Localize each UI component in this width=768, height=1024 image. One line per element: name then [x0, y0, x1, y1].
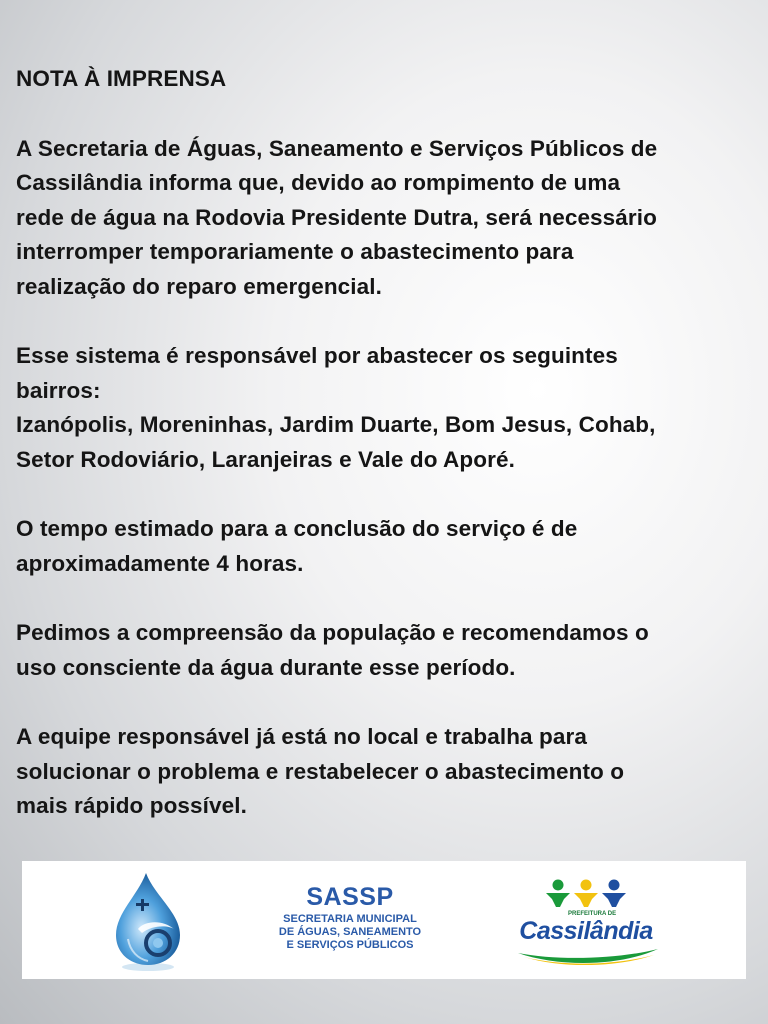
- text-line: Izanópolis, Moreninhas, Jardim Duarte, Bom Jesus, Cohab,: [16, 412, 656, 437]
- city-name: Cassilândia: [519, 917, 653, 945]
- text-line: Cassilândia informa que, devido ao rompimento de uma: [16, 170, 621, 195]
- text-line: interromper temporariamente o abastecimento para: [16, 239, 574, 264]
- text-line: uso consciente da água durante esse período.: [16, 654, 516, 680]
- text-line: A equipe responsável já está no local e trabalha para: [16, 724, 587, 749]
- prefeitura-cassilandia-logo: [498, 877, 674, 969]
- text-line: Pedimos a compreensão da população e recomendamos o: [16, 620, 649, 645]
- text-line: solucionar o problema e restabelecer o abastecimento o: [16, 758, 625, 784]
- paragraph-team: [16, 720, 752, 824]
- text-line: Setor Rodoviário, Laranjeiras e Vale do Aporé.: [16, 446, 515, 472]
- paragraph-recommendation: [16, 616, 752, 685]
- paragraph-estimated-time: [16, 512, 752, 581]
- sassp-title: SASSP: [306, 883, 394, 911]
- logo-footer: [22, 861, 746, 979]
- sassp-subtitle-line: SECRETARIA MUNICIPAL: [283, 913, 417, 925]
- paragraph-neighborhoods: [16, 339, 752, 477]
- sassp-subtitle-line: E SERVIÇOS PÚBLICOS: [286, 939, 414, 951]
- text-line: aproximadamente 4 horas.: [16, 550, 304, 576]
- sassp-subtitle: [270, 913, 430, 952]
- text-line: rede de água na Rodovia Presidente Dutra, será necessário: [16, 204, 657, 230]
- water-drop-logo-icon: [108, 869, 188, 973]
- press-note: [16, 62, 752, 859]
- sassp-logo: [270, 883, 430, 952]
- text-line: realização do reparo emergencial.: [16, 273, 382, 299]
- prefeitura-prefix: PREFEITURA DE: [568, 911, 617, 917]
- text-line: bairros:: [16, 377, 101, 403]
- note-title: NOTA À IMPRENSA: [16, 66, 227, 91]
- text-line: mais rápido possível.: [16, 793, 247, 818]
- text-line: A Secretaria de Águas, Saneamento e Serviços Públicos de: [16, 135, 658, 161]
- text-line: O tempo estimado para a conclusão do serviço é de: [16, 516, 578, 541]
- text-line: Esse sistema é responsável por abastecer os seguintes: [16, 343, 618, 368]
- paragraph-announcement: [16, 132, 752, 305]
- sassp-subtitle-line: DE ÁGUAS, SANEAMENTO: [278, 926, 422, 938]
